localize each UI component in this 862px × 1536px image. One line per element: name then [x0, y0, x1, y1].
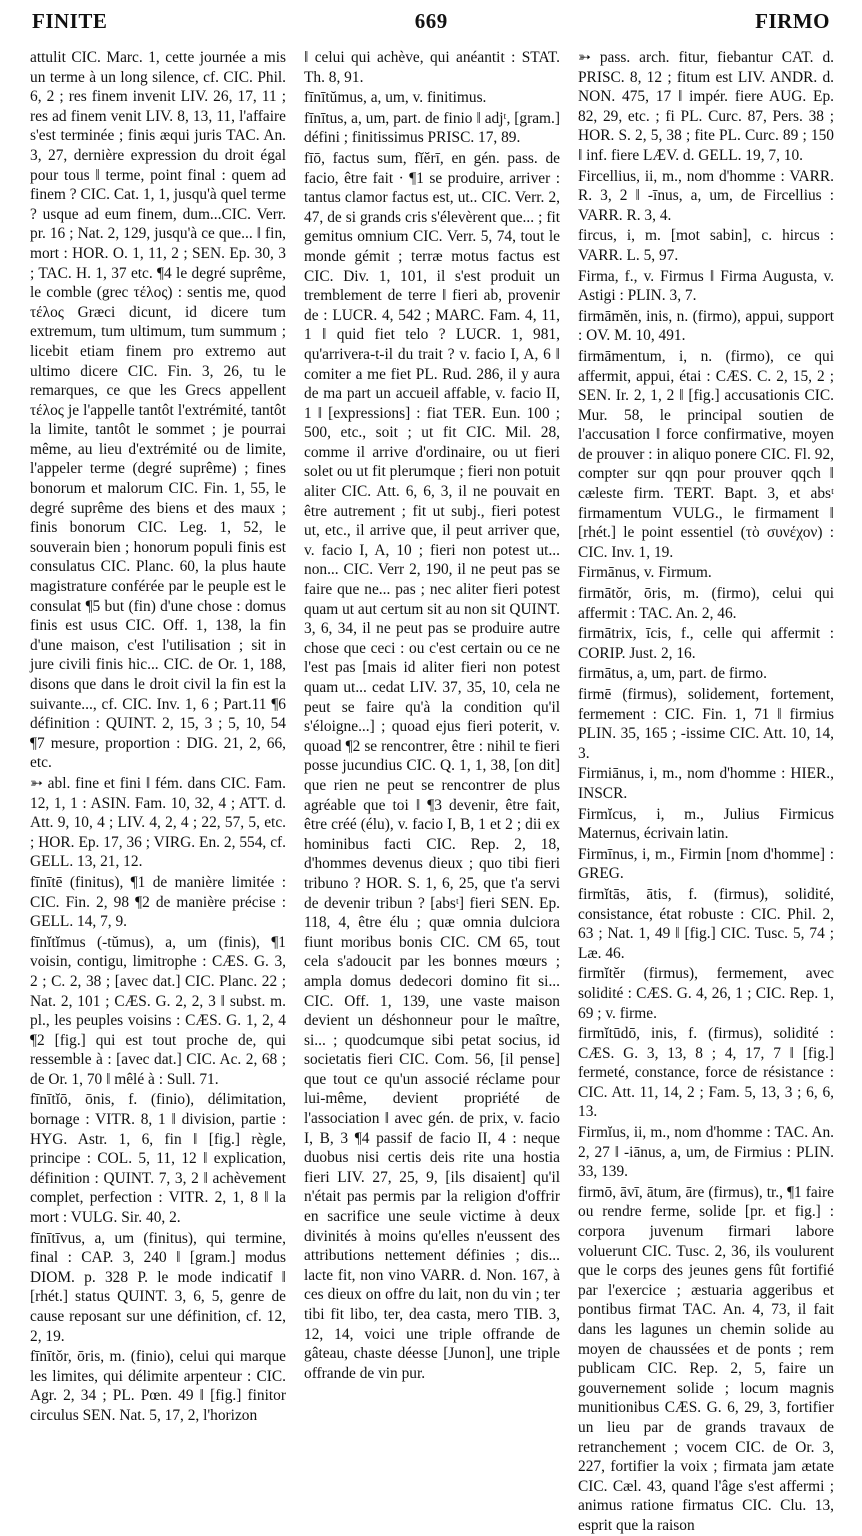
dictionary-entry: ‖ celui qui achève, qui anéantit : STAT. Th. 8, 91. [304, 49, 560, 86]
dictionary-entry: fīnītŏr, ōris, m. (finio), celui qui marque les limites, qui délimite arpenteur : CIC. Agr. 2, 34 ; PL. Pœn. 49 ‖ [fig.] finitor circulus SEN. Nat. 5, 17, 2, l'horizon [30, 1348, 286, 1424]
running-header [32, 6, 830, 36]
dictionary-entry: fīnĭtĭmus (-tŭmus), a, um (finis), ¶1 voisin, contigu, limitrophe : CÆS. G. 3, 2 ; C. 2, 38 ; [avec dat.] CIC. Planc. 22 ; Nat. 2, 101 ; CÆS. G. 2, 2, 3 ‖ subst. m. pl., les peuples voisins : CÆS. G. 1, 2, 4 ¶2 [fig.] qui est tout proche de, qui ressemble à : [avec dat.] CIC. Ac. 2, 68 ; de Or. 1, 70 ‖ mêlé à : Sull. 71. [30, 933, 286, 1088]
dictionary-entry: fīō, factus sum, fĭĕrī, en gén. pass. de facio, être fait · ¶1 se produire, arriver : tantus clamor factus est, ut.. CIC. Verr. 2, 47, de si grands cris s'élevèrent que... ; fit gemitus omnium CIC. Verr. 5, 74, tout le monde gémit ; terræ motus factus est CIC. Div. 1, 101, il s'est produit un tremblement de terre ‖ fieri ab, provenir de : LUCR. 4, 542 ; MARC. Fam. 4, 11, 1 ‖ quid fiet telo ? LUCR. 1, 981, qu'arrivera-t-il du trait ? v. facio I, A, 6 ‖ comiter a me fiet PL. Rud. 286, il y aura de ma part un accueil affable, v. facio II, 1 ‖ [expressions] : fiat TER. Eun. 100 ; 500, etc., soit ; ut fit CIC. Mil. 28, comme il arrive d'ordinaire, ou ut fieri solet ou ut fit plerumque ; fieri non potuit aliter CIC. Att. 6, 6, 3, il ne pouvait en être autrement ; fit ut subj., fieri potest ut, etc., il arrive que, il peut arriver que, v. facio I, A, 10 ; fieri non potest ut... non... CIC. Verr 2, 190, il ne peut pas se faire que ne... pas ; nec aliter fieri potest quam ut aut certum sit au non sit QUINT. 3, 6, 34, il ne peut pas se produire autre chose que ceci : ou c'est certain ou ce ne l'est pas [mais id aliter fieri non potest quam ut... cedat LIV. 37, 35, 10, cela ne peut se faire qu'à la condition qu'il s'éloigne...] ; quoad ejus fieri poterit, v. quoad ¶2 se rencontrer, être : nihil te fieri posse jucundius CIC. Q. 1, 1, 38, [on dit] que rien ne peut se rencontrer de plus agréable que toi ‖ ¶3 devenir, être fait, être créé (élu), v. facio I, B, 1 et 2 ; dii ex hominibus facti CIC. Rep. 2, 18, d'hommes devenus dieux ; quo tibi fieri tribuno ? HOR. S. 1, 6, 25, que t'a servi de devenir tribun ? [absᵗ] fieri SEN. Ep. 118, 4, être élu ; quæ omnia dulciora fiunt moribus bonis CIC. CM 65, tout cela s'adoucit par les bonnes mœurs ; ampla domus dedecori domino fit si... CIC. Off. 1, 139, une vaste maison devient un déshonneur pour le maître, si... ; quodcumque sibi petat socius, id societatis fieri CIC. Com. 56, [il pense] que tout ce qu'un associé réclame pour lui-même, devient propriété de l'association ‖ avec gén. de prix, v. facio I, B, 3 ¶4 passif de facio II, 4 : neque duobus nisi certis deis rite una hostia fieri LIV. 27, 25, 9, [ils disaient] qu'il n'était pas permis par la religion d'offrir en sacrifice une seule victime à deux divinités à moins qu'elles n'eussent des attributions nettement définies ; dis... lacte fit, non vino VARR. d. Non. 167, à ces dieux on offre du lait, non du vin ; ter tibi fit libo, ter, dea casta, mero TIB. 3, 12, 14, voici une triple offrande de gâteau, chaste déesse [Junon], une triple offrande de vin pur. [304, 149, 560, 1382]
page-number: 669 [414, 8, 448, 33]
dictionary-entry: firmĭtūdō, inis, f. (firmus), solidité : CÆS. G. 3, 13, 8 ; 4, 17, 7 ‖ [fig.] fermeté, constance, force de résistance : CIC. Att. 11, 14, 2 ; Fam. 5, 13, 3 ; 6, 6, 13. [578, 1025, 834, 1121]
dictionary-entry: fircus, i, m. [mot sabin], c. hircus : VARR. L. 5, 97. [578, 227, 834, 264]
dictionary-entry: Firmānus, v. Firmum. [578, 564, 712, 582]
dictionary-entry: firmātus, a, um, part. de firmo. [578, 665, 767, 683]
dictionary-entry: Firmĭcus, i, m., Julius Firmicus Maternus, écrivain latin. [578, 805, 834, 843]
header-right-guide-word: FIRMO [755, 8, 830, 33]
dictionary-entry: ➳ pass. arch. fitur, fiebantur CAT. d. PRISC. 8, 12 ; fitum est LIV. ANDR. d. NON. 475, 17 ‖ impér. fiere AUG. Ep. 82, 29, etc. ; fi PL. Curc. 87, Pers. 38 ; HOR. S. 2, 5, 38 ; fite PL. Curc. 89 ; 150 ‖ inf. fiere LÆV. d. GELL. 19, 7, 10. [578, 49, 834, 164]
dictionary-entry: fīnītē (finitus), ¶1 de manière limitée : CIC. Fin. 2, 98 ¶2 de manière précise : GELL. 14, 7, 9. [30, 873, 286, 931]
dictionary-entry: attulit CIC. Marc. 1, cette journée a mis un terme à un long silence, cf. CIC. Phil. 6, 2 ; res finem invenit LIV. 26, 17, 11 ; res ad finem venit LIV. 8, 13, 11, l'affaire s'est terminée ; finis æqui juris TAC. An. 3, 27, dernière expression du droit égal pour tous ‖ terme, point final : quem ad finem ? CIC. Cat. 1, 1, jusqu'à quel terme ? usque ad eum finem, dum...CIC. Verr. pr. 16 ; Nat. 2, 129, jusqu'à ce que... ‖ fin, mort : HOR. O. 1, 11, 2 ; SEN. Ep. 30, 3 ; TAC. H. 1, 37 etc. ¶4 le degré suprême, le comble (grec τέλος) : sentis me, quod τέλος Græci dicunt, id dicere tum extremum, tum ultimum, tum summum ; licebit etiam finem pro extremo aut ultimo dicere CIC. Fin. 3, 26, tu le remarques, ce que les Grecs appellent τέλος je l'appelle tantôt l'extrémité, tantôt la limite, tantôt le sommet ; je pourrai même, au lieu d'extrémité ou de limite, l'appeler terme (degré suprême) ; fines bonorum et malorum CIC. Fin. 1, 55, le degré suprême des biens et des maux ; finis bonorum CIC. Leg. 1, 52, le souverain bien ; honorum populi finis est consulatus CIC. Planc. 60, la plus haute magistrature conférée par le peuple est le consulat ¶5 but (fin) d'une chose : domus finis est usus CIC. Off. 1, 138, la fin d'une maison, c'est l'utilisation ; sit in jure civili finis hic... CIC. de Or. 1, 188, disons que dans le droit civil la fin est la suivante..., cf. CIC. Inv. 1, 6 ; Part.11 ¶6 définition : QUINT. 2, 15, 3 ; 5, 10, 54 ¶7 mesure, proportion : DIG. 21, 2, 66, etc. [30, 49, 286, 772]
dictionary-entry: firmātŏr, ōris, m. (firmo), celui qui affermit : TAC. An. 2, 46. [578, 585, 834, 622]
dictionary-entry: firmĭtās, ātis, f. (firmus), solidité, consistance, état robuste : CIC. Phil. 2, 63 ; Nat. 1, 49 ‖ [fig.] CIC. Tusc. 5, 74 ; Læ. 46. [578, 885, 834, 962]
dictionary-entry: firmāmentum, i, n. (firmo), ce qui affermit, appui, étai : CÆS. C. 2, 15, 2 ; SEN. Ir. 2, 1, 2 ‖ [fig.] accusationis CIC. Mur. 58, le principal soutien de l'accusation ‖ force confirmative, moyen de prouver : in aliquo ponere CIC. Fl. 92, compter sur qqn pour prouver qqch ‖ cæleste firm. TERT. Bapt. 3, et absᵗ firmamentum VULG., le firmament ‖ [rhét.] le point essentiel (τὸ συνέχον) : CIC. Inv. 1, 19. [578, 347, 834, 561]
column-middle [304, 48, 560, 1536]
dictionary-entry: firmē (firmus), solidement, fortement, fermement : CIC. Fin. 1, 71 ‖ firmius PLIN. 35, 165 ; -issime CIC. Att. 10, 14, 3. [578, 686, 834, 762]
column-right [578, 48, 834, 1536]
dictionary-entry: Firmiānus, i, m., nom d'homme : HIER., INSCR. [578, 765, 834, 802]
dictionary-entry: Fircellius, ii, m., nom d'homme : VARR. R. 3, 2 ‖ -īnus, a, um, de Fircellius : VARR. R. 3, 4. [578, 167, 834, 224]
dictionary-entry: fīnītŭmus, a, um, v. finitimus. [304, 89, 487, 107]
dictionary-entry: firmĭtĕr (firmus), fermement, avec solidité : CÆS. G. 4, 26, 1 ; CIC. Rep. 1, 69 ; v. firme. [578, 965, 834, 1022]
dictionary-entry: firmātrix, īcis, f., celle qui affermit : CORIP. Just. 2, 16. [578, 625, 834, 662]
column-left [30, 48, 286, 1536]
dictionary-entry: fīnītĭō, ōnis, f. (finio), délimitation, bornage : VITR. 8, 1 ‖ division, partie : HYG. Astr. 1, 6, fin ‖ [fig.] règle, principe : COL. 5, 11, 12 ‖ explication, définition : QUINT. 7, 3, 2 ‖ achèvement complet, perfection : VITR. 2, 1, 8 ‖ la mort : VULG. Sir. 40, 2. [30, 1091, 286, 1227]
dictionary-entry: Firmĭus, ii, m., nom d'homme : TAC. An. 2, 27 ‖ -iānus, a, um, de Firmius : PLIN. 33, 139. [578, 1124, 834, 1181]
dictionary-entry: fīnītus, a, um, part. de finio ‖ adjᵗ, [gram.] défini ; finitissimus PRISC. 17, 89. [304, 109, 560, 147]
dictionary-entry: ➳ abl. fine et fini ‖ fém. dans CIC. Fam. 12, 1, 1 : ASIN. Fam. 10, 32, 4 ; ATT. d. Att. 9, 10, 4 ; LIV. 4, 2, 4 ; 22, 57, 5, etc. ; HOR. Ep. 17, 36 ; VIRG. En. 2, 554, cf. GELL. 13, 21, 12. [30, 774, 286, 871]
dictionary-entry: Firma, f., v. Firmus ‖ Firma Augusta, v. Astigi : PLIN. 3, 7. [578, 267, 834, 305]
header-left-guide-word: FINITE [32, 8, 108, 33]
text-columns [30, 48, 834, 1534]
dictionary-entry: firmāmĕn, inis, n. (firmo), appui, support : OV. M. 10, 491. [578, 307, 834, 345]
dictionary-entry: fīnītīvus, a, um (finitus), qui termine, final : CAP. 3, 240 ‖ [gram.] modus DIOM. p. 328 P. le mode indicatif ‖ [rhét.] status QUINT. 3, 6, 5, genre de cause reposant sur une définition, cf. 12, 2, 19. [30, 1229, 286, 1345]
dictionary-entry: Firmīnus, i, m., Firmin [nom d'homme] : GREG. [578, 845, 834, 883]
dictionary-entry: firmō, āvī, ātum, āre (firmus), tr., ¶1 faire ou rendre ferme, solide [pr. et fig.] : corpora juvenum firmari labore voluerunt CIC. Tusc. 2, 36, ils voulurent que le corps des jeunes gens fût fortifié par l'exercice ; æstuaria aggeribus et pontibus firmat TAC. An. 4, 73, il fait dans les lagunes un chemin solide au moyen de chaussées et de ponts ; rem publicam CIC. Rep. 2, 5, faire un gouvernement solide ; locum magnis munitionibus CÆS. G. 6, 29, 3, fortifier un lieu par de grands travaux de retranchement ; vocem CIC. de Or. 3, 227, fortifier la voix ; firmata jam ætate CIC. Cæl. 43, quand l'âge s'est affermi ; animus ratione firmatus CIC. Clu. 13, esprit que la raison [578, 1183, 834, 1534]
